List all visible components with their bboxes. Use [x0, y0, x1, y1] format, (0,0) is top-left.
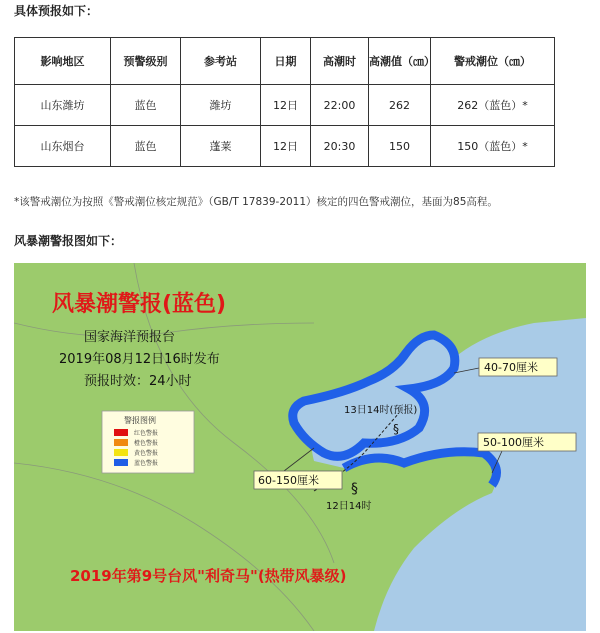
- table-header-row: [15, 38, 555, 85]
- map-legend: [102, 411, 194, 473]
- legend-swatch: [114, 459, 128, 466]
- col-header: 警戒潮位（㎝）: [431, 38, 555, 85]
- callout-label: 60-150厘米: [258, 474, 319, 487]
- map-validity: 预报时效：24小时: [84, 374, 192, 389]
- forecast-table: [14, 37, 555, 167]
- forecast-section-heading: 具体预报如下：: [14, 4, 99, 18]
- table-cell: 山东烟台: [15, 126, 111, 167]
- callout-label: 50-100厘米: [483, 436, 544, 449]
- typhoon-symbol-forecast: §: [393, 422, 399, 436]
- legend-label: 蓝色警报: [134, 460, 159, 467]
- legend-label: 橙色警报: [134, 440, 159, 447]
- legend-label: 黄色警报: [134, 450, 159, 457]
- typhoon-caption: 2019年第9号台风"利奇马"(热带风暴级): [70, 567, 347, 585]
- table-cell: 262: [369, 85, 431, 126]
- table-cell: 蓝色: [111, 126, 181, 167]
- table-row: [15, 126, 555, 167]
- table-cell: 潍坊: [181, 85, 261, 126]
- map-section-heading: 风暴潮警报图如下：: [14, 234, 123, 248]
- legend-swatch: [114, 439, 128, 446]
- typhoon-symbol-now: §: [351, 481, 358, 497]
- legend-swatch: [114, 449, 128, 456]
- table-cell: 150（蓝色）*: [431, 126, 555, 167]
- track-label-current: 12日14时: [326, 501, 372, 512]
- table-cell: 150: [369, 126, 431, 167]
- map-title: 风暴潮警报(蓝色): [52, 292, 227, 317]
- map-issued: 2019年08月12日16时发布: [59, 352, 220, 367]
- storm-surge-map: [14, 263, 586, 631]
- table-cell: 262（蓝色）*: [431, 85, 555, 126]
- col-header: 高潮值（㎝）: [369, 38, 431, 85]
- table-cell: 蓝色: [111, 85, 181, 126]
- map-svg: [14, 263, 586, 631]
- legend-label: 红色警报: [134, 430, 159, 437]
- table-cell: 12日: [261, 85, 311, 126]
- legend-swatch: [114, 429, 128, 436]
- map-org: 国家海洋预报台: [84, 330, 176, 345]
- col-header: 高潮时: [311, 38, 369, 85]
- table-cell: 蓬莱: [181, 126, 261, 167]
- callout-label: 40-70厘米: [484, 361, 538, 374]
- table-cell: 12日: [261, 126, 311, 167]
- table-row: [15, 85, 555, 126]
- track-label-forecast: 13日14时(预报): [344, 405, 418, 416]
- col-header: 预警级别: [111, 38, 181, 85]
- col-header: 日期: [261, 38, 311, 85]
- col-header: 参考站: [181, 38, 261, 85]
- table-cell: 22:00: [311, 85, 369, 126]
- col-header: 影响地区: [15, 38, 111, 85]
- legend-title: 警报图例: [124, 416, 156, 425]
- table-cell: 20:30: [311, 126, 369, 167]
- table-cell: 山东潍坊: [15, 85, 111, 126]
- footnote: *该警戒潮位为按照《警戒潮位核定规范》（GB/T 17839-2011）核定的四色警戒潮位，基面为85高程。: [14, 196, 498, 208]
